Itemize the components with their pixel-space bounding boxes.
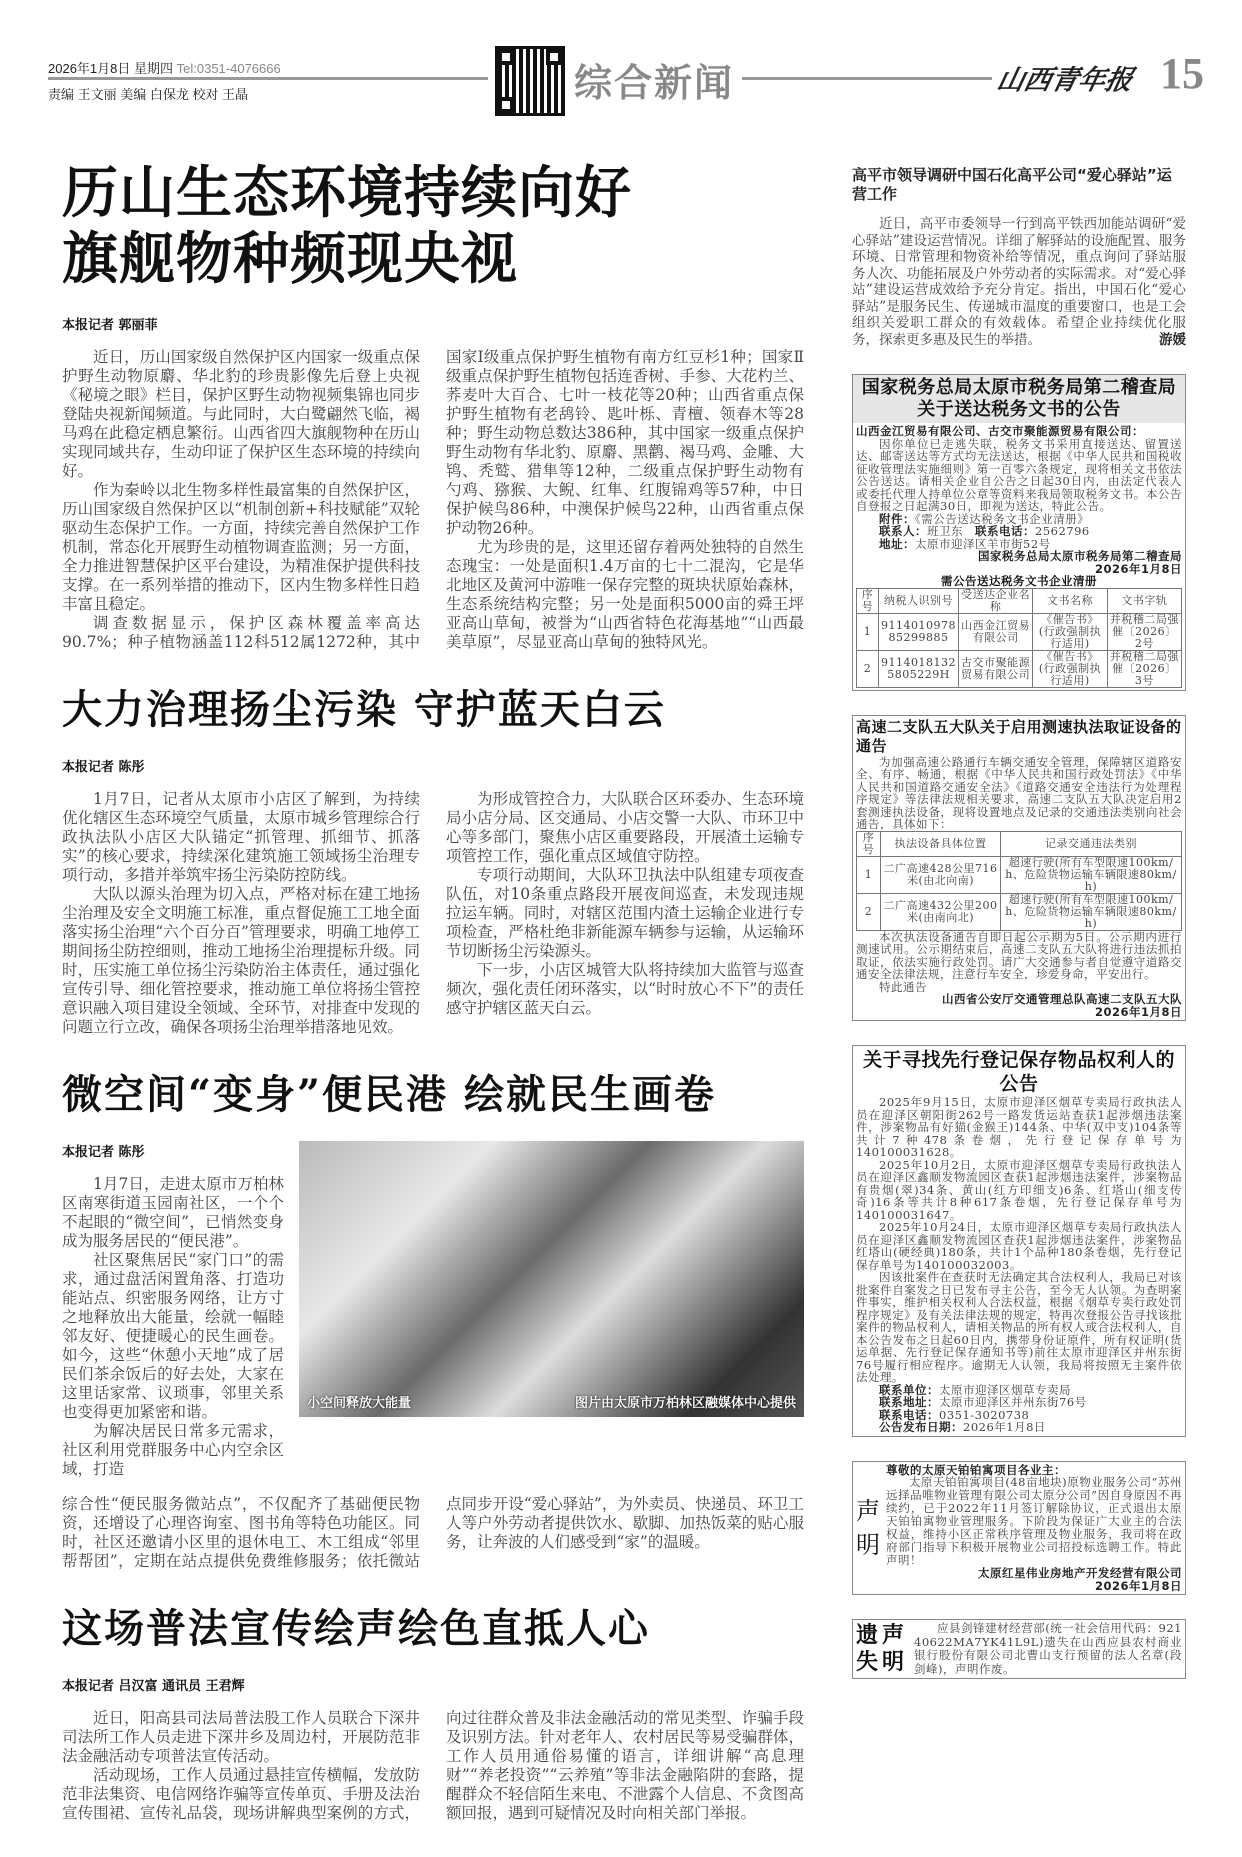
notice-date: 2026年1月8日: [1094, 1004, 1182, 1019]
paragraph: 为解决居民日常多元需求，社区利用党群服务中心内空余区域，打造: [62, 1422, 284, 1478]
contact: 班卫东: [927, 524, 963, 538]
cell: 911401097885299885: [879, 613, 959, 650]
lost-label: 失: [856, 1650, 879, 1675]
paragraph: 社区聚焦居民“家门口”的需求，通过盘活闲置角落、打造功能站点、织密服务网络，让方寸之地释放出大能量，绘就一幅睦邻友好、便捷暖心的民生画卷。如今，这些“休憩小天地”成了居民们茶余饭后的好去处，大家在这里话家常、议琐事，邻里关系也变得更加紧密和谐。: [62, 1251, 284, 1421]
qr-code-icon[interactable]: [495, 46, 565, 116]
header-rule: [48, 77, 488, 80]
byline: 本报记者 陈彤: [62, 1145, 145, 1160]
paragraph: 作为秦岭以北生物多样性最富集的自然保护区，历山国家级自然保护区以“机制创新+科技赋能”双轮驱动生态保护工作。一方面，持续完善自然保护工作机制，常态化开展野生动植物调查监测；另一方面，全力推进智慧保护区平台建设，为精准保护提供科技支撑。在一系列举措的推动下，区内生物多样性日趋丰富且稳定。: [62, 481, 420, 613]
paragraph: 1月7日，走进太原市万柏林区南寒街道玉园南社区，一个个不起眼的“微空间”，已悄然变身成为服务居民的“便民港”。: [62, 1175, 284, 1250]
notice-body: 本次执法设备通告自即日起公示期为5日。公示期内进行测速试用。公示期结束后，高速二支队五大队将进行违法抓拍取证，依法实施行政处罚。请广大交通参与者自觉遵守道路交通安全法律法规，注意行车安全，珍爱身命，平安出行。: [856, 929, 1182, 981]
lost-label: 声: [882, 1623, 905, 1648]
signature: 太原红星伟业房地产开发经营有限公司: [978, 1566, 1182, 1580]
paragraph: 尤为珍贵的是，这里还留存着两处独特的自然生态瑰宝：一处是面积1.4万亩的七十二混沟，它是华北地区及黄河中游唯一保存完整的斑块状原始森林，生态系统结构完整；另一处是面积5000亩的舜王坪亚高山草甸，被誉为“山西省特色花海基地”“山西最美草原”，尽显亚高山草甸的独特风光。: [446, 538, 804, 651]
article-body: [62, 790, 804, 1037]
label: 联系电话：: [879, 1407, 939, 1422]
editors: 责编 王文丽 美编 白保龙 校对 王晶: [48, 87, 249, 102]
headline-3: 微空间“变身”便民港 绘就民生画卷: [62, 1071, 716, 1118]
article-body-continued: [62, 1495, 804, 1571]
brief-news: [852, 166, 1186, 348]
paragraph: 2025年10月2日，太原市迎泽区烟草专卖局行政执法人员在迎泽区鑫顺发物流园区查获1起涉烟违法案件，涉案物品有贵烟(翠)34条、黄山(红方印细支)6条、红塔山(细支传奇)16条等共计8种617条卷烟，先行登记保存单号为140100031647。: [856, 1157, 1182, 1222]
paragraph: 2025年9月15日，太原市迎泽区烟草专卖局行政执法人员在迎泽区朝阳街262号一路发货运站查获1起涉烟违法案件，涉案物品有好猫(金猴王)144条、中华(双中支)104条等共计7种478条卷烟，先行登记保存单号为140100031628。: [856, 1095, 1182, 1159]
cell: 1: [857, 856, 881, 893]
label: 附件：: [879, 511, 915, 526]
speed-table: [856, 831, 1182, 931]
label: 联系电话：: [975, 524, 1035, 538]
notice-title: 关于送达税务文书的公告: [917, 399, 1121, 420]
cell: 二广高速432公里200米(由南向北): [881, 893, 1001, 930]
brief-body: 近日，高平市委领导一行到高平铁西加能站调研“爱心驿站”建设运营情况。详细了解驿站的设施配置、服务环境、日常管理和物资补给等情况，重点询问了驿站服务人次、功能拓展及户外劳动者的实际需求。对“爱心驿站”建设运营成效给予充分肯定。指出，中国石化“爱心驿站”是服务民生、传递城市温度的重要窗口，也是工会组织关爱职工群众的有效载体。希望企业持续优化服务，探索更多惠及民生的举措。: [852, 216, 1186, 348]
cell: 1: [857, 613, 879, 650]
statement-label: 声: [856, 1496, 881, 1525]
notice-body: 为加强高速公路通行车辆交通安全管理，保障辖区道路安全、有序、畅通，根据《中华人民共和国行政处罚法》《中华人民共和国道路交通安全法》《道路交通安全违法行为处理程序规定》等法律法规相关要求，高速二支队五大队决定启用2套测速执法设备，现将设置地点及记录的交通违法类别向社会通告，具体如下：: [856, 754, 1182, 831]
byline: 本报记者 陈彤: [62, 760, 145, 775]
table-row: [857, 893, 1182, 930]
tax-notice: [852, 374, 1186, 691]
attachment: 《需公告送达税务文书企业清册》: [915, 511, 1090, 526]
photo-credit: 图片由太原市万柏林区融媒体中心提供: [574, 1396, 796, 1411]
cell: 并税稽二局强催〔2026〕3号: [1107, 650, 1181, 687]
header-rule: [742, 77, 992, 80]
paragraph: 调查数据显示，保护区森林覆盖率高达90.7%；种子植物涵盖112科512属1272种，其中国家Ⅰ级重点保护野生植物有南方红豆杉1种；国家Ⅱ级重点保护野生植物包括连香树、手参、大花杓兰、荞麦叶大百合、七叶一枝花等20种；山西省重点保护野生植物有老鸹铃、匙叶栎、青檀、领春木等28种；野生动物总数达386种，其中国家一级重点保护野生动物有华北豹、原麝、黑鹳、褐马鸡、金雕、大鸨、秃鹫、猎隼等12种，二级重点保护野生动物有勺鸡、猕猴、大鲵、红隼、红腹锦鸡等57种，中日保护候鸟86种，中澳保护候鸟22种，山西省重点保护动物26种。: [62, 348, 804, 651]
telephone: Tel:0351-4076666: [176, 61, 281, 76]
article-body: [62, 348, 804, 652]
byline: 本报记者 吕汉富 通讯员 王君辉: [62, 1679, 245, 1694]
byline: 本报记者 郭丽菲: [62, 318, 158, 333]
notice-date: 2026年1月8日: [1094, 561, 1182, 576]
notice-body: 因你单位已走逃失联，税务文书采用直接送达、留置送达、邮寄送达等方式均无法送达，根据《中华人民共和国税收征收管理法实施细则》第一百零六条规定，现将相关文书依法公告送达。请相关企业自公告之日起30日内，由法定代表人或委托代理人持单位公章等资料来我局领取税务文书。本公告自登报之日起满30日，即视为送达，特此公告。: [856, 436, 1182, 513]
statement-notice: [852, 1461, 1186, 1596]
page-number: 15: [1160, 49, 1204, 98]
address: 太原市迎泽区并州东街76号: [939, 1395, 1087, 1409]
paragraph: 下一步，小店区城管大队将持续加大监管与巡查频次，强化责任闭环落实，以“时时放心不下”的责任感守护辖区蓝天白云。: [446, 961, 804, 1017]
column-header: 文书名称: [1033, 588, 1107, 613]
headline-4: 这场普法宣传绘声绘色直抵人心: [62, 1605, 650, 1652]
section-name: 综合新闻: [574, 60, 735, 105]
paragraph: 活动现场，工作人员通过悬挂宣传横幅，发放防范非法集资、电信网络诈骗等宣传单页、手册及法治宣传围裙、宣传礼品袋，现场讲解典型案例的方式，向过往群众普及非法金融活动的常见类型、诈骗手段及识别方法。针对老年人、农村居民等易受骗群体，工作人员用通俗易懂的语言，详细讲解“高息理财”“养老投资”“云养殖”等非法金融陷阱的套路，提醒群众不轻信陌生来电、不泄露个人信息、不贪图高额回报，遇到可疑情况及时向相关部门举报。: [62, 1709, 804, 1822]
tobacco-notice: [852, 1045, 1186, 1437]
article-lishan: [62, 160, 804, 652]
photo-caption: 小空间释放大能量: [307, 1396, 412, 1411]
paragraph: 近日，阳高县司法局普法股工作人员联合下深井司法所工作人员走进下深井乡及周边村，开展防范非法金融活动专项普法宣传活动。: [62, 1709, 420, 1765]
column-header: 文书字轨: [1107, 588, 1181, 613]
addressee: 山西金江贸易有限公司、古交市聚能源贸易有限公司：: [856, 424, 1144, 438]
article-micro-space: [62, 1071, 804, 1571]
date: 2026年1月8日 星期四: [48, 61, 173, 76]
label: 联系单位：: [879, 1382, 939, 1397]
cell: 二广高速428公里716米(由北向南): [881, 856, 1001, 893]
notice-title: 国家税务总局太原市税务局第二稽查局: [861, 377, 1177, 398]
label: 公告发布日期：: [879, 1420, 963, 1434]
paragraph: 因该批案件在查获时无法确定其合法权利人，我局已对该批案件自案发之日已发布寻主公告，至今无人认领。为查明案件事实，维护相关权利人合法权益，根据《烟草专卖行政处罚程序规定》及有关法律法规的规定，特再次登报公告寻找该批案件的物品权利人，请相关物品的所有权人或合法权利人，自本公告发布之日起60日内，携带身份证原件，所有权证明(货运单据、先行登记保存通知书等)前往太原市迎泽区并州东街76号履行相应程序。逾期无人认领，我局将按照无主案件依法处理。: [856, 1270, 1182, 1384]
phone: 2562796: [1035, 524, 1090, 538]
table-row: [857, 650, 1182, 687]
brief-author: 游媛: [1159, 331, 1186, 348]
closing: 特此通告: [879, 979, 927, 994]
main-articles: [62, 160, 804, 1857]
table-row: [857, 856, 1182, 893]
cell: 2: [857, 650, 879, 687]
column-header: 执法设备具体位置: [881, 831, 1001, 856]
column-header: 受送达企业名称: [959, 588, 1033, 613]
right-column: [852, 166, 1186, 1703]
cell: 超速行驶(所有车型限速100km/h、危险货物运输车辆限速80km/h): [1001, 893, 1182, 930]
issue-date: [48, 58, 281, 77]
label: 地址：: [879, 536, 915, 551]
brief-title: 高平市领导调研中国石化高平公司“爱心驿站”运营工作: [852, 166, 1172, 203]
headline-line: 历山生态环境持续向好: [62, 160, 632, 226]
paragraph: 为形成管控合力，大队联合区环委办、生态环境局小店分局、区交通局、小店交警一大队、市环卫中心等多部门，聚焦小店区重要路段，开展渣土运输专项管控工作，强化重点区域值守防控。: [446, 790, 804, 865]
table-row: [857, 613, 1182, 650]
article-body: [62, 1175, 284, 1479]
notice-body: 太原天铂铂寓项目(48亩地块)原物业服务公司“苏州远择品唯物业管理有限公司太原分公司”因自身原因不再续约，已于2022年11月签订解除协议，正式退出太原天铂铂寓物业管理服务。下阶段为保证广大业主的合法权益，维持小区正常秩序管理及物业服务，我司将在政府部门指导下积极开展物业公司招投标选聘工作。特此声明！: [886, 1475, 1182, 1567]
signature: 国家税务总局太原市税务局第二稽查局: [978, 549, 1182, 563]
phone: 0351-3020738: [939, 1407, 1030, 1422]
headline-line: 旗舰物种频现央视: [62, 226, 518, 292]
cell: 91140181325805229H: [879, 650, 959, 687]
column-header: 序号: [857, 831, 881, 856]
label: 联系地址：: [879, 1395, 939, 1409]
paragraph: 1月7日，记者从太原市小店区了解到，为持续优化辖区生态环境空气质量，太原市城乡管理综合行政执法队小店区大队锚定“抓管理、抓细节、抓落实”的核心要求，持续深化建筑施工领域扬尘治理专项行动，多措并举筑牢扬尘污染防控防线。: [62, 790, 420, 884]
cell: 《催告书》(行政强制执行适用): [1033, 650, 1107, 687]
cell: 《催告书》(行政强制执行适用): [1033, 613, 1107, 650]
lost-label: 遗: [856, 1623, 879, 1648]
statement-label: 明: [856, 1530, 881, 1559]
cell: 并税稽二局强催〔2026〕2号: [1107, 613, 1181, 650]
lost-notice: [852, 1619, 1186, 1679]
addressee: 尊敬的太原天铂铂寓项目各业主：: [886, 1462, 1066, 1477]
notice-title: 关于寻找先行登记保存物品权利人的公告: [862, 1049, 1175, 1095]
headline-2: 大力治理扬尘污染 守护蓝天白云: [62, 686, 666, 733]
column-header: 记录交通违法类别: [1001, 831, 1182, 856]
news-photo: [299, 1141, 804, 1417]
cell: 超速行驶(所有车型限速100km/h、危险货物运输车辆限速80km/h): [1001, 856, 1182, 893]
notice-date: 2026年1月8日: [963, 1420, 1046, 1434]
newspaper-logo: 山西青年报: [994, 65, 1136, 96]
contact-unit: 太原市迎泽区烟草专卖局: [939, 1382, 1071, 1397]
article-law: [62, 1605, 804, 1823]
label: 联系人：: [879, 524, 927, 538]
lost-label: 明: [882, 1650, 905, 1675]
paragraph: 专项行动期间，大队环卫执法中队组建专项夜查队伍，对10条重点路段开展夜间巡查，未发现违规拉运车辆。同时，对辖区范围内渣土运输企业进行专项检查，严格杜绝非新能源车辆参与运输，从运输环节切断扬尘污染源头。: [446, 866, 804, 960]
speed-camera-notice: [852, 715, 1186, 1022]
paragraph: 综合性“便民服务微站点”，不仅配齐了基础便民物资，还增设了心理咨询室、图书角等特色功能区。同时，社区还邀请小区里的退休电工、木工组成“邻里帮帮团”，定期在站点提供免费维修服务；依托微站点同步开设“爱心驿站”，为外卖员、快递员、环卫工人等户外劳动者提供饮水、歇脚、加热饭菜的贴心服务，让奔波的人们感受到“家”的温暖。: [62, 1495, 804, 1570]
tax-table: [856, 588, 1182, 688]
column-header: 纳税人识别号: [879, 588, 959, 613]
paragraph: 大队以源头治理为切入点，严格对标在建工地扬尘治理及安全文明施工标准，重点督促施工工地全面落实扬尘治理“六个百分百”管理要求，明确工地停工期间扬尘防控细则，推动工地扬尘治理提标升级。同时，压实施工单位扬尘污染防治主体责任，通过强化宣传引导、细化管控要求，推动施工单位将扬尘管控意识融入项目建设全领域、全环节，对排查中发现的问题立行立改，确保各项扬尘治理举措落地见效。: [62, 885, 420, 1036]
cell: 2: [857, 893, 881, 930]
notice-title: 高速二支队五大队关于启用测速执法取证设备的通告: [856, 717, 1182, 755]
cell: 山西金江贸易有限公司: [959, 613, 1033, 650]
notice-body: 应县剑锋建材经营部(统一社会信用代码：92140622MA7YK41L9L)遗失在山西应县农村商业银行股份有限公司北曹山支行预留的法人名章(段剑峰)，声明作废。: [914, 1621, 1182, 1676]
article-body: [62, 1709, 804, 1823]
cell: 古交市聚能源贸易有限公司: [959, 650, 1033, 687]
article-dust: [62, 686, 804, 1037]
address: 太原市迎泽区羊市街52号: [915, 536, 1051, 551]
paragraph: 近日，历山国家级自然保护区内国家一级重点保护野生动物原麝、华北豹的珍贵影像先后登上央视《秘境之眼》栏目，保护区野生动物视频集锦也同步登陆央视新闻频道。与此同时，大白鹭翩然飞临，褐马鸡在此稳定栖息繁衍。山西省四大旗舰物种在历山实现同域共存，生动印证了保护区生态环境的持续向好。: [62, 348, 420, 480]
notice-date: 2026年1月8日: [1094, 1578, 1182, 1593]
table-title: 需公告送达税务文书企业清册: [941, 574, 1097, 588]
signature: 山西省公安厅交通管理总队高速二支队五大队: [942, 992, 1182, 1006]
column-header: 序号: [857, 588, 879, 613]
paragraph: 2025年10月24日，太原市迎泽区烟草专卖局行政执法人员在迎泽区鑫顺发物流园区查获1起涉烟违法案件，涉案物品红塔山(硬经典)180条，共计1个品种180条卷烟，先行登记保存单号为140100032003。: [856, 1220, 1182, 1272]
headline-1: [62, 160, 804, 292]
